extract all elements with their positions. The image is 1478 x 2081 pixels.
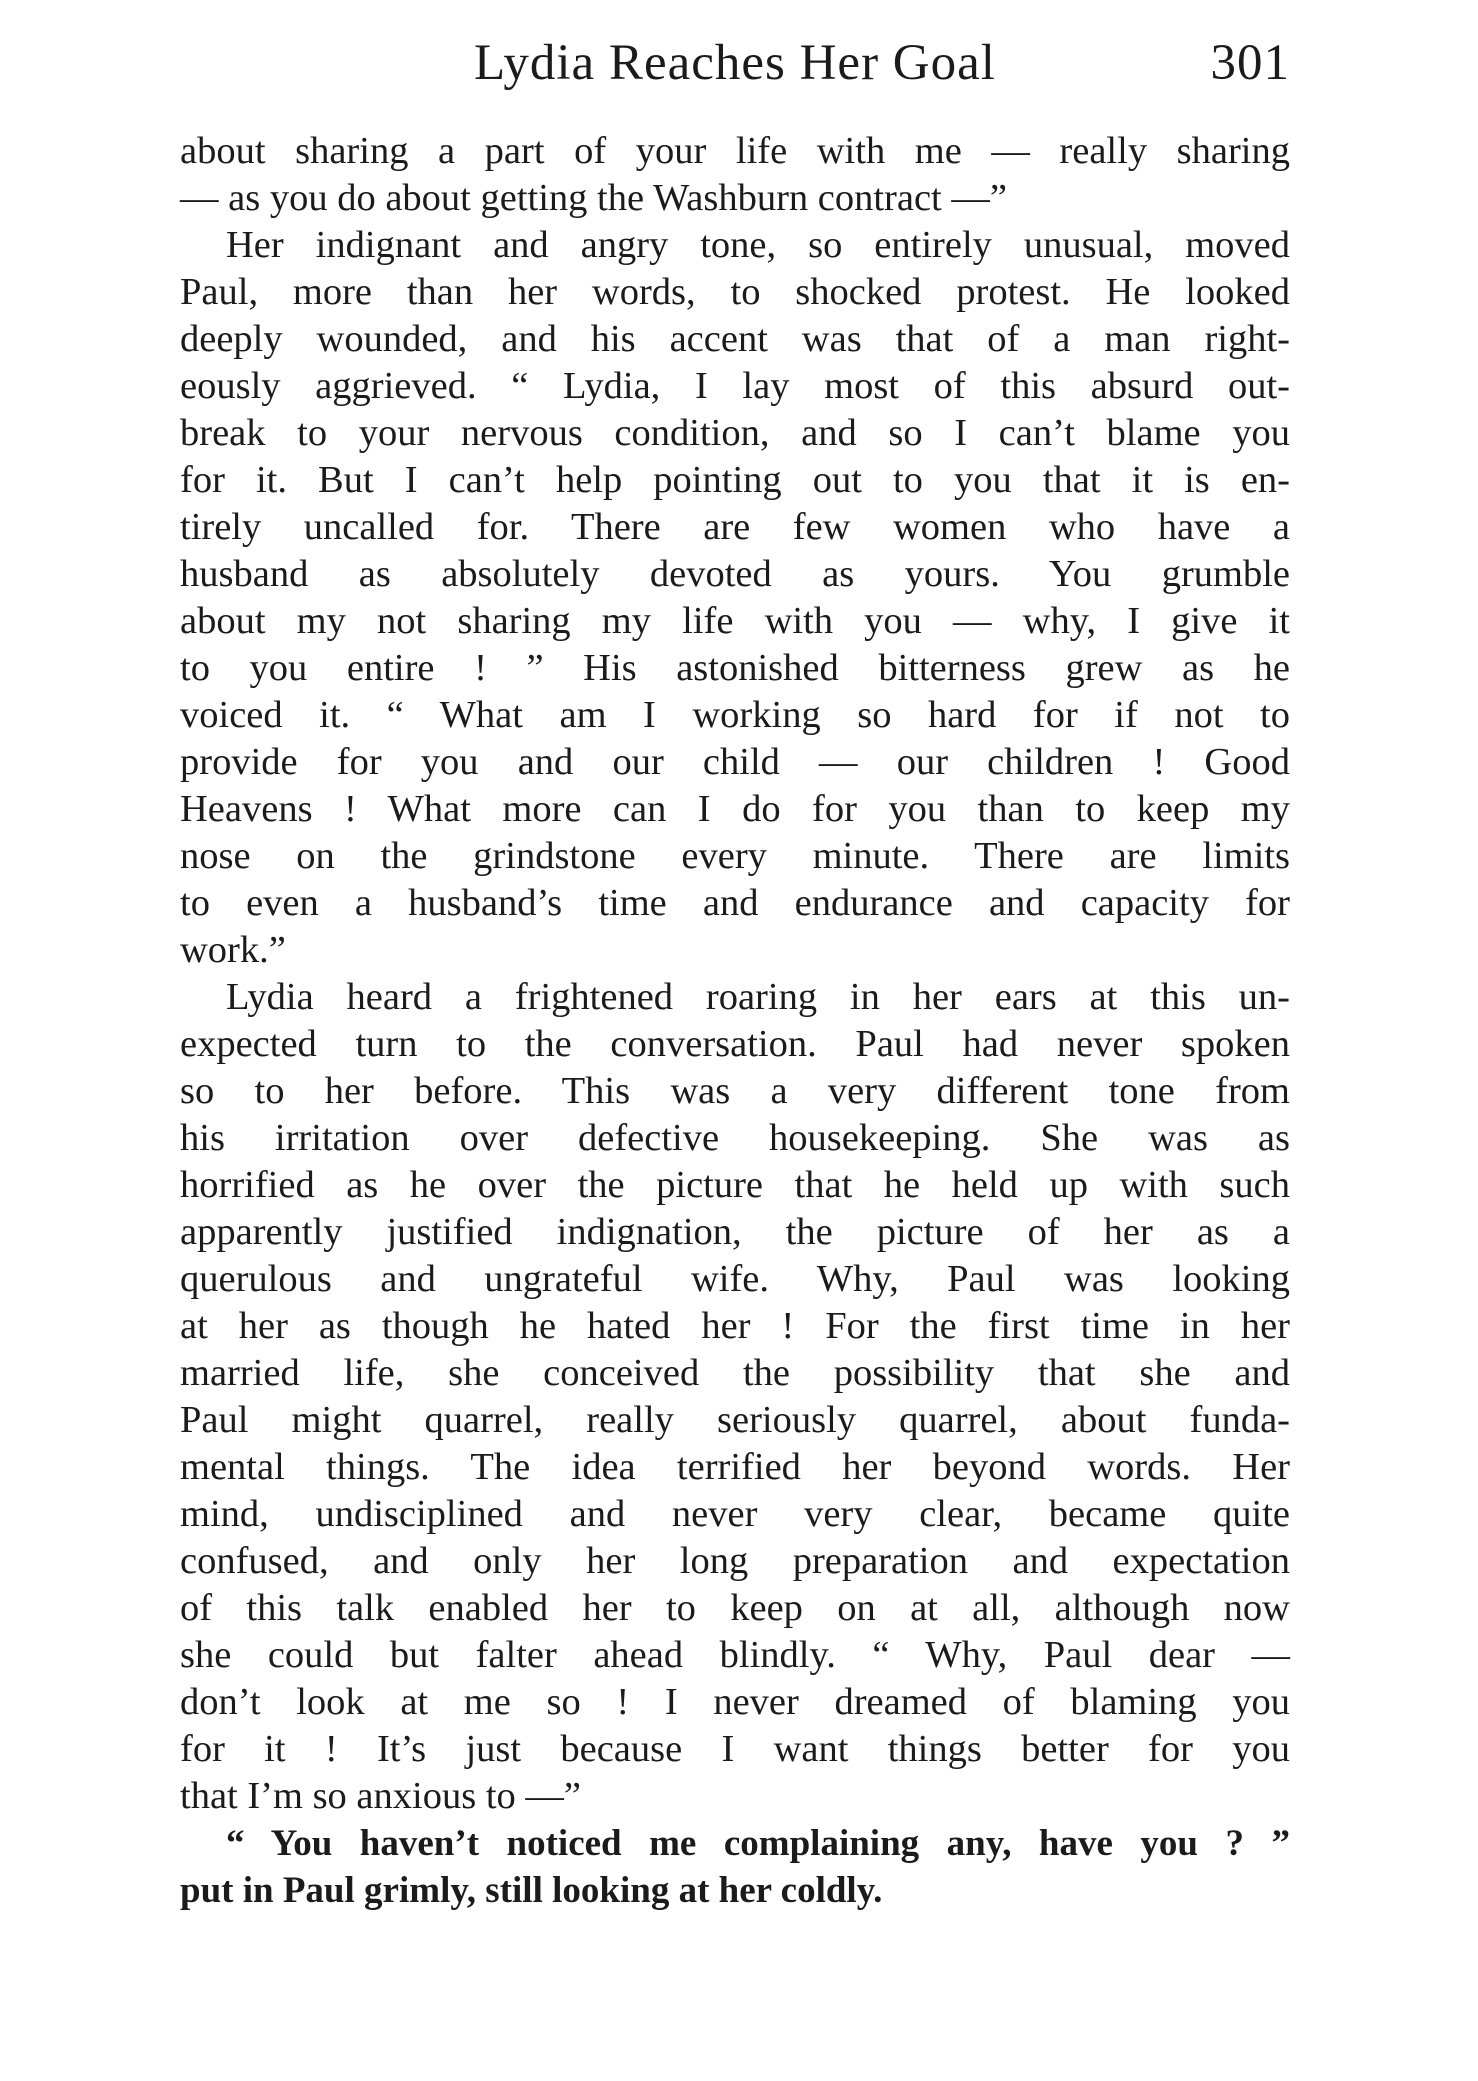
text-line: Paul might quarrel, really seriously quarrel, about funda- [180, 1399, 1290, 1441]
running-title: Lydia Reaches Her Goal [474, 35, 996, 91]
text-line: about my not sharing my life with you — why, I give it [180, 600, 1290, 642]
page-header [180, 28, 1290, 98]
text-line: husband as absolutely devoted as yours. You grumble [180, 553, 1290, 595]
text-line: eously aggrieved. “ Lydia, I lay most of this absurd out- [180, 365, 1290, 407]
text-line: deeply wounded, and his accent was that of a man right- [180, 318, 1290, 360]
text-line: work.” [180, 929, 286, 971]
text-line: provide for you and our child — our children ! Good [180, 741, 1290, 783]
text-line: she could but falter ahead blindly. “ Why, Paul dear — [180, 1634, 1290, 1676]
text-line: married life, she conceived the possibility that she and [180, 1352, 1290, 1394]
text-line: mental things. The idea terrified her beyond words. Her [180, 1446, 1290, 1488]
text-line: about sharing a part of your life with me — really sharing [180, 130, 1290, 172]
text-line: at her as though he hated her ! For the first time in her [180, 1305, 1290, 1347]
text-line: don’t look at me so ! I never dreamed of blaming you [180, 1681, 1290, 1723]
text-line: that I’m so anxious to —” [180, 1775, 581, 1817]
text-line: expected turn to the conversation. Paul had never spoken [180, 1023, 1290, 1065]
text-line: break to your nervous condition, and so I can’t blame you [180, 412, 1290, 454]
text-line: nose on the grindstone every minute. There are limits [180, 835, 1290, 877]
text-line: for it. But I can’t help pointing out to you that it is en- [180, 459, 1290, 501]
text-line: Paul, more than her words, to shocked protest. He looked [180, 271, 1290, 313]
text-line: to even a husband’s time and endurance and capacity for [180, 882, 1290, 924]
text-line: to you entire ! ” His astonished bitterness grew as he [180, 647, 1290, 689]
text-line: “ You haven’t noticed me complaining any, have you ? ” [226, 1823, 1290, 1864]
text-line: his irritation over defective housekeeping. She was as [180, 1117, 1290, 1159]
text-line: confused, and only her long preparation and expectation [180, 1540, 1290, 1582]
text-line: for it ! It’s just because I want things better for you [180, 1728, 1290, 1770]
body-text [180, 128, 1290, 1914]
text-line: of this talk enabled her to keep on at all, although now [180, 1587, 1290, 1629]
text-line: Her indignant and angry tone, so entirely unusual, moved [226, 224, 1290, 266]
text-line: tirely uncalled for. There are few women who have a [180, 506, 1290, 548]
text-line: — as you do about getting the Washburn contract —” [180, 177, 1007, 219]
text-line: Lydia heard a frightened roaring in her ears at this un- [226, 976, 1290, 1018]
page-number: 301 [1210, 35, 1290, 91]
text-line: put in Paul grimly, still looking at her coldly. [180, 1870, 883, 1911]
text-line: Heavens ! What more can I do for you than to keep my [180, 788, 1290, 830]
text-line: querulous and ungrateful wife. Why, Paul was looking [180, 1258, 1290, 1300]
text-line: horrified as he over the picture that he held up with such [180, 1164, 1290, 1206]
text-line: voiced it. “ What am I working so hard for if not to [180, 694, 1290, 736]
text-line: so to her before. This was a very different tone from [180, 1070, 1290, 1112]
text-line: mind, undisciplined and never very clear, became quite [180, 1493, 1290, 1535]
text-line: apparently justified indignation, the picture of her as a [180, 1211, 1290, 1253]
